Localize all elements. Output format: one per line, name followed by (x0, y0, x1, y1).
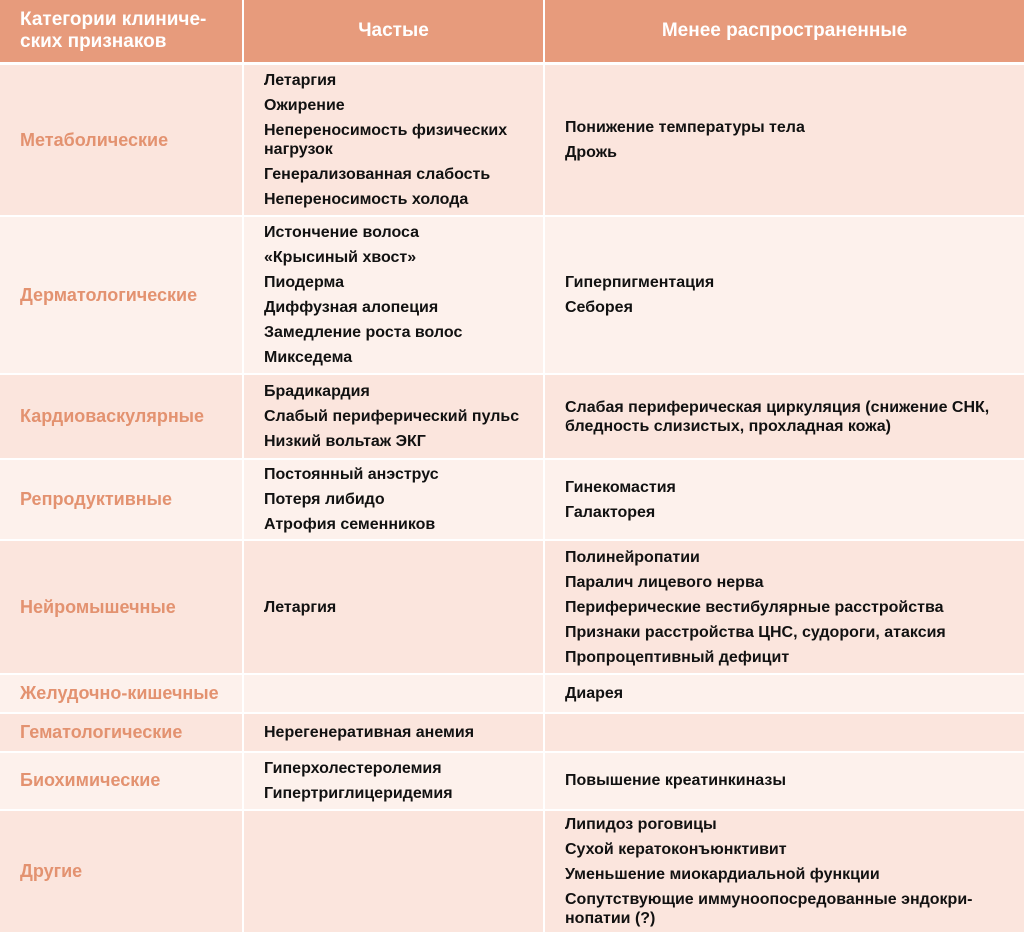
category-cell (0, 752, 243, 810)
category-label: Кардиоваскулярные (20, 406, 205, 427)
common-signs-cell (243, 64, 544, 217)
common-signs-cell (243, 374, 544, 459)
common-signs-cell-list (264, 756, 533, 806)
less-common-signs-cell-list (565, 115, 1014, 165)
list-item: Летаргия (264, 72, 337, 90)
common-signs-cell (243, 459, 544, 541)
list-item: Паралич лицевого нерва (565, 573, 764, 591)
table-row (0, 459, 1024, 541)
less-common-signs-cell-list (565, 545, 1014, 670)
common-signs-cell-list (264, 462, 533, 537)
less-common-signs-cell (544, 216, 1024, 374)
list-item: Уменьшение миокардиальной функции (565, 866, 880, 884)
list-item: Генерализованная слабость (264, 166, 491, 184)
list-item: Диффузная алопеция (264, 299, 439, 317)
common-signs-cell (243, 674, 544, 712)
common-signs-cell (243, 216, 544, 374)
list-item: Нерегенеративная анемия (264, 723, 475, 741)
common-signs-cell (243, 810, 544, 933)
less-common-signs-cell-list (565, 812, 1014, 931)
category-cell (0, 459, 243, 541)
category-label: Метаболические (20, 129, 169, 150)
list-item: Микседема (264, 349, 353, 367)
list-item: «Крысиный хвост» (264, 249, 417, 267)
category-label: Репродуктивные (20, 489, 173, 510)
category-label: Желудочно-кишечные (20, 682, 219, 703)
category-cell (0, 674, 243, 712)
less-common-signs-cell (544, 713, 1024, 752)
list-item: Гиперхолестеролемия (264, 759, 442, 777)
list-item: Летаргия (264, 598, 337, 616)
common-signs-cell-list (264, 379, 533, 454)
category-label: Другие (20, 861, 83, 882)
category-cell (0, 810, 243, 933)
table-row (0, 752, 1024, 810)
list-item: Гипертриглицеридемия (264, 784, 453, 802)
less-common-signs-cell-list (565, 475, 1014, 525)
list-item: Слабый периферический пульс (264, 408, 520, 426)
list-item: Галакторея (565, 503, 656, 521)
table-row (0, 713, 1024, 752)
table-header-row (0, 0, 1024, 64)
list-item: Непереносимость физических нагрузок (264, 122, 508, 159)
category-cell (0, 374, 243, 459)
less-common-signs-cell (544, 64, 1024, 217)
less-common-signs-cell-list (565, 395, 1014, 439)
less-common-signs-cell (544, 540, 1024, 674)
list-item: Себорея (565, 299, 633, 317)
category-label: Нейромышечные (20, 596, 176, 617)
less-common-signs-cell-list (565, 768, 1014, 793)
table-body (0, 64, 1024, 934)
list-item: Понижение температуры тела (565, 119, 805, 137)
list-item: Повышение креатинкиназы (565, 772, 786, 790)
list-item: Непереносимость холода (264, 191, 469, 209)
table-row (0, 374, 1024, 459)
common-signs-cell-list (264, 220, 533, 370)
list-item: Брадикардия (264, 383, 370, 401)
list-item: Сопутствующие иммуноопосредованные эндокри-нопатии (?) (565, 891, 973, 928)
category-cell (0, 540, 243, 674)
table-row (0, 674, 1024, 712)
list-item: Диарея (565, 684, 624, 702)
list-item: Потеря либидо (264, 491, 385, 509)
common-signs-cell-list (264, 720, 533, 745)
list-item: Слабая периферическая циркуляция (снижение СНК, бледность слизистых, прохладная кожа) (565, 398, 990, 435)
list-item: Сухой кератоконъюнктивит (565, 841, 787, 859)
less-common-signs-cell (544, 810, 1024, 933)
less-common-signs-cell (544, 374, 1024, 459)
list-item: Пиодерма (264, 274, 345, 292)
header-less-common-label: Менее распространенные (661, 20, 908, 41)
common-signs-cell (243, 752, 544, 810)
list-item: Атрофия семенников (264, 516, 436, 534)
category-cell (0, 216, 243, 374)
list-item: Полинейропатии (565, 548, 700, 566)
less-common-signs-cell (544, 752, 1024, 810)
category-cell (0, 64, 243, 217)
less-common-signs-cell (544, 459, 1024, 541)
table-row (0, 216, 1024, 374)
list-item: Гинекомастия (565, 478, 676, 496)
header-categories-label: Категории клиниче- ских признаков (20, 9, 207, 52)
less-common-signs-cell (544, 674, 1024, 712)
list-item: Пропроцептивный дефицит (565, 648, 790, 666)
list-item: Липидоз роговицы (565, 816, 717, 834)
common-signs-cell (243, 540, 544, 674)
list-item: Низкий вольтаж ЭКГ (264, 433, 426, 451)
header-common-label: Частые (358, 20, 429, 41)
list-item: Дрожь (565, 144, 617, 162)
list-item: Замедление роста волос (264, 324, 463, 342)
list-item: Признаки расстройства ЦНС, судороги, атаксия (565, 623, 946, 641)
category-label: Гематологические (20, 721, 183, 742)
list-item: Истончение волоса (264, 224, 419, 242)
header-common (243, 0, 544, 64)
common-signs-cell (243, 713, 544, 752)
list-item: Ожирение (264, 97, 345, 115)
table-row (0, 540, 1024, 674)
list-item: Постоянный анэструс (264, 466, 439, 484)
header-less-common (544, 0, 1024, 64)
category-label: Дерматологические (20, 284, 198, 305)
table-row (0, 64, 1024, 217)
common-signs-cell-list (264, 68, 533, 212)
common-signs-cell-list (264, 595, 533, 620)
list-item: Периферические вестибулярные расстройства (565, 598, 944, 616)
category-label: Биохимические (20, 770, 161, 791)
category-cell (0, 713, 243, 752)
less-common-signs-cell-list (565, 681, 1014, 706)
list-item: Гиперпигментация (565, 274, 715, 292)
less-common-signs-cell-list (565, 270, 1014, 320)
header-categories (0, 0, 243, 64)
table-row (0, 810, 1024, 933)
